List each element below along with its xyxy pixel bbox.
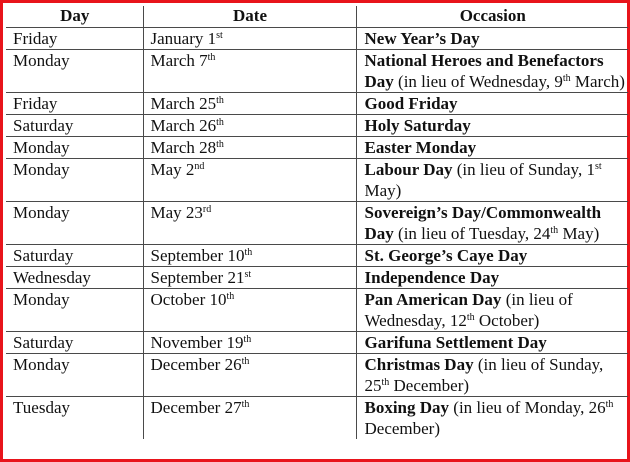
cell-day [6, 28, 143, 50]
date-ordinal: th [241, 356, 250, 367]
table-row [6, 245, 628, 267]
date-ordinal: th [216, 117, 224, 128]
occasion-note-end: December) [389, 376, 470, 395]
occasion-name: Independence Day [364, 268, 500, 287]
occasion-note-ordinal: th [605, 399, 614, 410]
day-text: Friday [13, 94, 58, 113]
cell-occasion [356, 93, 628, 115]
occasion-name: Holy Saturday [364, 116, 471, 135]
occasion-name: Good Friday [364, 94, 458, 113]
public-holidays-table [6, 6, 628, 439]
cell-day [6, 159, 143, 202]
occasion-note-ordinal: st [594, 161, 602, 172]
occasion-name: Boxing Day [364, 398, 450, 417]
date-text: May 2 [150, 160, 195, 179]
occasion-name: Pan American Day [364, 290, 502, 309]
cell-day [6, 202, 143, 245]
occasion-note-end: May) [558, 224, 600, 243]
date-ordinal: rd [202, 204, 212, 215]
table-header-row [6, 6, 628, 28]
cell-occasion [356, 202, 628, 245]
cell-occasion [356, 28, 628, 50]
day-text: Tuesday [13, 398, 70, 417]
table-row [6, 397, 628, 440]
date-ordinal: st [244, 269, 252, 280]
cell-date [143, 137, 356, 159]
header-day: Day [6, 6, 143, 28]
cell-occasion [356, 332, 628, 354]
date-text: September 10 [150, 246, 245, 265]
occasion-note: (in lieu of Monday, 26 [449, 398, 606, 417]
cell-date [143, 115, 356, 137]
occasion-note-ordinal: th [381, 377, 390, 388]
cell-day [6, 115, 143, 137]
cell-day [6, 289, 143, 332]
day-text: Monday [13, 203, 70, 222]
table-row [6, 137, 628, 159]
table-row [6, 28, 628, 50]
date-text: March 26 [150, 116, 217, 135]
day-text: Saturday [13, 116, 74, 135]
cell-occasion [356, 159, 628, 202]
cell-day [6, 245, 143, 267]
cell-occasion [356, 115, 628, 137]
date-ordinal: th [244, 247, 253, 258]
cell-date [143, 202, 356, 245]
occasion-name: Garifuna Settlement Day [364, 333, 547, 352]
header-date: Date [143, 6, 356, 28]
cell-day [6, 50, 143, 93]
occasion-name: St. George’s Caye Day [364, 246, 528, 265]
date-text: March 25 [150, 94, 217, 113]
occasion-note-end: October) [474, 311, 540, 330]
cell-day [6, 137, 143, 159]
table-row [6, 50, 628, 93]
date-ordinal: th [207, 52, 216, 63]
occasion-note: (in lieu of Sunday, 1 [452, 160, 595, 179]
date-text: September 21 [150, 268, 245, 287]
date-ordinal: th [216, 95, 224, 106]
occasion-note: (in lieu of Wednesday, 9 [393, 72, 563, 91]
header-occasion: Occasion [356, 6, 628, 28]
date-text: October 10 [150, 290, 227, 309]
cell-day [6, 332, 143, 354]
cell-occasion [356, 289, 628, 332]
table-row [6, 202, 628, 245]
cell-day [6, 267, 143, 289]
cell-occasion [356, 50, 628, 93]
occasion-note-ordinal: th [562, 73, 571, 84]
table-row [6, 332, 628, 354]
table-row [6, 267, 628, 289]
cell-occasion [356, 137, 628, 159]
occasion-name: New Year’s Day [364, 29, 480, 48]
date-text: March 28 [150, 138, 217, 157]
cell-day [6, 397, 143, 440]
cell-date [143, 354, 356, 397]
occasion-name: Christmas Day [364, 355, 474, 374]
cell-date [143, 289, 356, 332]
occasion-note: (in lieu of Wednesday, 12 [364, 290, 573, 330]
date-ordinal: th [241, 399, 250, 410]
date-ordinal: nd [194, 161, 205, 172]
cell-occasion [356, 267, 628, 289]
date-ordinal: st [216, 30, 223, 41]
occasion-note: (in lieu of Tuesday, 24 [393, 224, 551, 243]
day-text: Saturday [13, 333, 74, 352]
cell-date [143, 159, 356, 202]
date-ordinal: th [243, 334, 252, 345]
occasion-name: Easter Monday [364, 138, 477, 157]
date-text: December 26 [150, 355, 242, 374]
date-text: January 1 [150, 29, 217, 48]
cell-day [6, 354, 143, 397]
day-text: Wednesday [13, 268, 91, 287]
cell-date [143, 50, 356, 93]
cell-date [143, 28, 356, 50]
date-text: November 19 [150, 333, 244, 352]
date-text: May 23 [150, 203, 203, 222]
date-ordinal: th [216, 139, 224, 150]
cell-date [143, 267, 356, 289]
day-text: Friday [13, 29, 58, 48]
occasion-note-end: December) [364, 419, 441, 438]
date-text: December 27 [150, 398, 242, 417]
date-text: March 7 [150, 51, 208, 70]
table-row [6, 93, 628, 115]
day-text: Monday [13, 290, 70, 309]
cell-occasion [356, 397, 628, 440]
occasion-note-end: March) [570, 72, 625, 91]
cell-occasion [356, 354, 628, 397]
day-text: Monday [13, 51, 70, 70]
table-row [6, 115, 628, 137]
cell-date [143, 397, 356, 440]
occasion-name: Sovereign’s Day/Commonwealth Day [364, 203, 602, 243]
cell-date [143, 93, 356, 115]
occasion-name: National Heroes and Benefactors Day [364, 51, 604, 91]
table-row [6, 159, 628, 202]
table-row [6, 289, 628, 332]
cell-date [143, 245, 356, 267]
table-row [6, 354, 628, 397]
day-text: Monday [13, 138, 70, 157]
occasion-note-ordinal: th [550, 225, 559, 236]
day-text: Monday [13, 355, 70, 374]
occasion-note-ordinal: th [466, 312, 475, 323]
day-text: Monday [13, 160, 70, 179]
occasion-note: (in lieu of Sunday, 25 [364, 355, 604, 395]
date-ordinal: th [226, 291, 235, 302]
occasion-name: Labour Day [364, 160, 453, 179]
day-text: Saturday [13, 246, 74, 265]
cell-day [6, 93, 143, 115]
occasion-note-end: May) [364, 181, 402, 200]
cell-date [143, 332, 356, 354]
cell-occasion [356, 245, 628, 267]
